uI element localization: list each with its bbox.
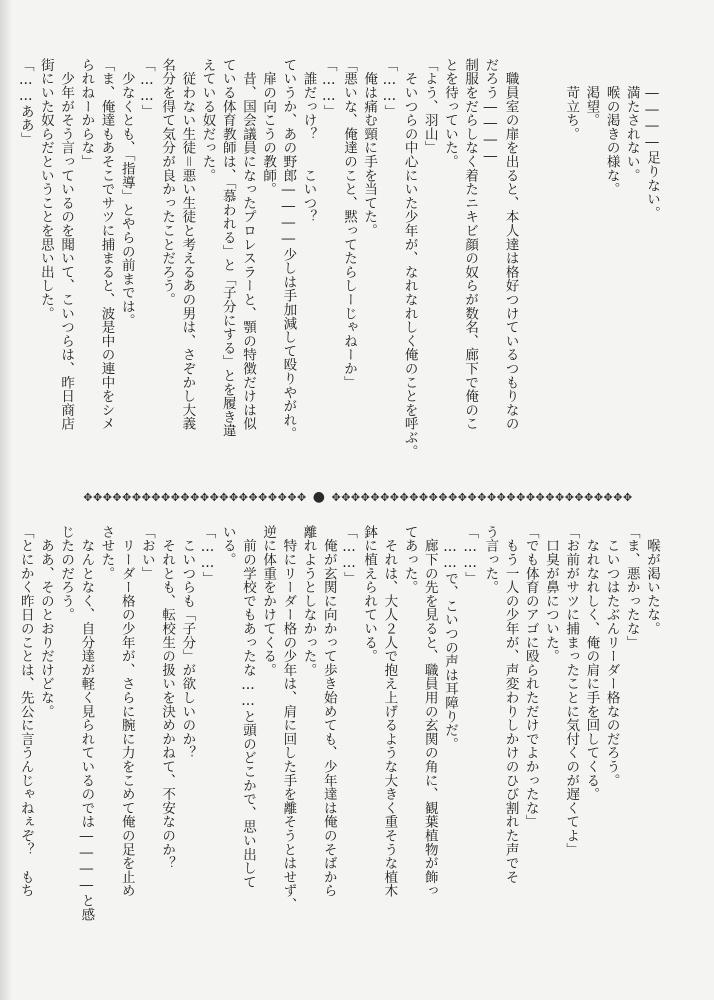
top-text-column: 満たされない。 (623, 58, 640, 183)
bottom-text-column: なんとなく、自分達が軽く見られているのでは――――と感 (78, 525, 95, 922)
bottom-text-column: 「お前がサツに捕まったことに気付くのが遅くてよ」 (563, 525, 580, 857)
divider-center-dot: ● (312, 490, 326, 504)
bottom-text-column: それとも、転校生の扱いを決めかねて、不安なのか？ (159, 525, 176, 870)
binding-shadow (0, 0, 12, 1000)
top-text-column: 俺は痛む頸に手を当てた。 (361, 58, 378, 238)
top-text-column: 職員室の扉を出ると、本人達は格好つけているつもりなの (502, 58, 519, 431)
top-text-column: 「……」 (320, 58, 337, 119)
bottom-text-column: 特にリーダー格の少年は、肩に回した手を離そうとはせず、 (280, 525, 297, 912)
bottom-text-column: う言った。 (482, 525, 499, 594)
bottom-text-column: 「おい」 (138, 525, 155, 581)
divider-ornament-right: ✥✥✥✥✥✥✥✥✥✥✥✥✥✥✥✥✥✥✥✥✥✥✥✥✥✥✥✥✥✥✥ (331, 490, 633, 504)
bottom-text-column: 前の学校でもあったな……と頭のどこかで、思い出して (239, 525, 256, 889)
top-text-column: 制服をだらしなく着たニキビ顔の奴らが数名、廊下で俺のこ (462, 58, 479, 431)
top-text-column: 扉の向こうの教師。 (260, 58, 277, 196)
bottom-text-column: 俺が玄関に向かって歩き始めても、少年達は俺のそばから (320, 525, 337, 898)
top-text-column: 街にいた奴らだということを思い出した。 (37, 58, 54, 321)
top-text-column: ている体育教師は、「慕われる」と「子分にする」とを履き違 (219, 58, 236, 438)
bottom-text-column: 口臭が鼻についた。 (542, 525, 559, 663)
bottom-text-column: てあった。 (401, 525, 418, 594)
top-text-column: 「……」 (138, 58, 155, 119)
top-text-column: 昔、国会議員になったプロレスラーと、顎の特徴だけは似 (239, 58, 256, 431)
bottom-text-column: なれなれしく、俺の肩に手を回してくる。 (583, 525, 600, 801)
top-text-column: 「よう、羽山」 (421, 58, 438, 155)
top-text-column: 少なくとも、「指導」とやらの前までは。 (118, 58, 135, 328)
top-text-block (16, 58, 663, 478)
top-text-column: 苛立ち。 (563, 58, 580, 141)
bottom-text-column: 「でも体育のアゴに殴られただけでよかったな」 (522, 525, 539, 829)
bottom-text-column: 「……」 (462, 525, 479, 586)
bottom-text-column: こいつらも「子分」が欲しいのか？ (179, 525, 196, 760)
top-text-column: 「……」 (381, 58, 398, 119)
top-text-column: ていうか、あの野郎――――少しは手加減して殴りやがれ。 (280, 58, 297, 441)
top-text-column: 名分を得て気分が良かったことだろう。 (159, 58, 176, 307)
top-text-column: ――――足りない。 (644, 58, 660, 220)
top-text-column: だろう―――― (482, 58, 499, 165)
bottom-text-column: いる。 (219, 525, 236, 567)
top-text-column: 「……ああ」 (17, 58, 34, 146)
bottom-text-column: 離れようとしなかった。 (300, 525, 317, 677)
top-text-column: られねーからな」 (78, 58, 95, 169)
bottom-text-column: 「……」 (199, 525, 216, 586)
bottom-text-column: こいつはたぶんリーダー格なのだろう。 (603, 525, 620, 788)
top-text-column: そいつらの中心にいた少年が、なれなれしく俺のことを呼ぶ。 (401, 58, 418, 459)
top-text-column: 誰だっけ？ こいつ？ (300, 58, 317, 224)
bottom-text-column: 「ま、悪かったな」 (623, 525, 640, 650)
top-text-column (541, 58, 561, 478)
bottom-text-column: ……で、こいつの声は耳障りだ。 (441, 525, 458, 751)
section-divider (38, 490, 678, 504)
top-text-column: 渇望。 (583, 58, 600, 127)
bottom-text-column: 喉が渇いたな。 (644, 525, 660, 636)
bottom-text-column: 逆に体重をかけてくる。 (260, 525, 277, 677)
bottom-text-column: じたのだろう。 (58, 525, 75, 622)
bottom-text-column: リーダー格の少年が、さらに腕に力をこめて俺の足を止め (118, 525, 135, 898)
top-text-column: 従わない生徒＝悪い生徒と考えるあの男は、さぞかし大義 (179, 58, 196, 431)
divider-ornament-left: ✥✥✥✥✥✥✥✥✥✥✥✥✥✥✥✥✥✥✥✥✥✥✥ (83, 490, 307, 504)
top-text-column: 「悪いな、俺達のこと、黙ってたらしーじゃねーか」 (340, 58, 357, 390)
bottom-text-column: させた。 (98, 525, 115, 581)
bottom-text-column: 「とにかく昨日のことは、先公に言うんじゃねぇぞ？ もち (17, 525, 34, 898)
bottom-text-column: 鉢に植えられている。 (361, 525, 378, 663)
bottom-text-block (16, 525, 663, 945)
bottom-text-column: 廊下の先を見ると、職員用の玄関の角に、観葉植物が飾っ (421, 525, 438, 898)
bottom-text-column: 「……」 (340, 525, 357, 586)
bottom-text-column: もう一人の少年が、声変わりしかけのひび割れた声でそ (502, 525, 519, 884)
top-text-column: 少年がそう言っているのを聞いて、こいつらは、昨日商店 (58, 58, 75, 431)
bottom-text-column: それは、大人２人で抱え上げるような大きく重そうな植木 (381, 525, 398, 898)
top-text-column: 「ま、俺達もあそこでサツに捕まると、波是中の連中をシメ (98, 58, 115, 431)
top-text-column: えている奴だった。 (199, 58, 216, 183)
top-text-column: 喉の渇きの様な。 (603, 58, 620, 196)
top-text-column (521, 58, 541, 478)
top-text-column: とを待っていた。 (441, 58, 458, 169)
bottom-text-column: ああ、そのとおりだけどな。 (37, 525, 54, 719)
